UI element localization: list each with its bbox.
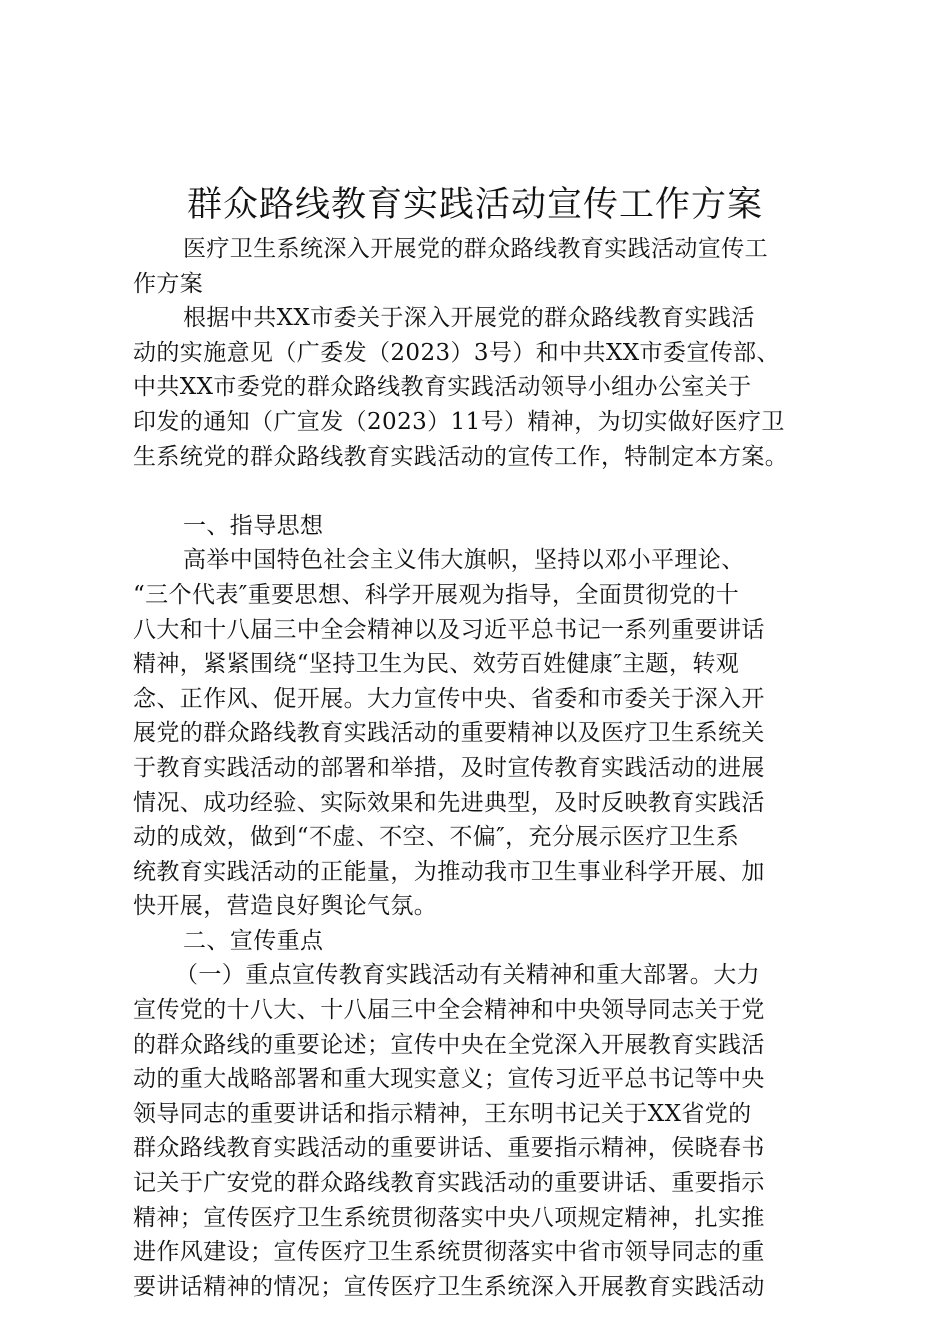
paragraph-line: 的群众路线的重要论述；宣传中央在全党深入开展教育实践活: [133, 1031, 765, 1058]
subtitle-line-2: 作方案: [133, 270, 204, 297]
paragraph-line: 快开展，营造良好舆论气氛。: [133, 893, 438, 920]
document-title: 群众路线教育实践活动宣传工作方案: [186, 185, 763, 225]
document-body: [133, 232, 823, 1304]
section-heading-publicity-focus: 二、宣传重点: [183, 927, 324, 954]
paragraph-line: 情况、成功经验、实际效果和先进典型，及时反映教育实践活: [133, 789, 765, 816]
paragraph-line: 高举中国特色社会主义伟大旗帜，坚持以邓小平理论、: [183, 547, 745, 574]
paragraph-line: 领导同志的重要讲话和指示精神，王东明书记关于XX省党的: [133, 1100, 752, 1127]
paragraph-line: 进作风建设；宣传医疗卫生系统贯彻落实中省市领导同志的重: [133, 1239, 765, 1266]
paragraph-line: 动的重大战略部署和重大现实意义；宣传习近平总书记等中央: [133, 1066, 765, 1093]
paragraph-line: 印发的通知（广宣发（2023）11号）精神，为切实做好医疗卫: [133, 408, 785, 435]
paragraph-line: 精神；宣传医疗卫生系统贯彻落实中央八项规定精神，扎实推: [133, 1204, 765, 1231]
blank-line: [133, 474, 823, 509]
paragraph-line: 记关于广安党的群众路线教育实践活动的重要讲话、重要指示: [133, 1170, 765, 1197]
paragraph-line: 动的成效，做到“不虚、不空、不偏″，充分展示医疗卫生系: [133, 824, 740, 851]
paragraph-line: 根据中共XX市委关于深入开展党的群众路线教育实践活: [183, 305, 755, 332]
paragraph-line: 展党的群众路线教育实践活动的重要精神以及医疗卫生系统关: [133, 720, 765, 747]
paragraph-line: 统教育实践活动的正能量，为推动我市卫生事业科学开展、加: [133, 858, 765, 885]
section-heading-guiding-ideology: 一、指导思想: [183, 512, 324, 539]
subtitle-line-1: 医疗卫生系统深入开展党的群众路线教育实践活动宣传工: [183, 236, 768, 262]
paragraph-line: 念、正作风、促开展。大力宣传中央、省委和市委关于深入开: [133, 685, 765, 712]
paragraph-line: 动的实施意见（广委发（2023）3号）和中共XX市委宣传部、: [133, 339, 780, 366]
paragraph-line: “三个代表″重要思想、科学开展观为指导，全面贯彻党的十: [133, 581, 740, 608]
paragraph-line: 生系统党的群众路线教育实践活动的宣传工作，特制定本方案。: [133, 443, 789, 470]
paragraph-line: 群众路线教育实践活动的重要讲话、重要指示精神，侯晓春书: [133, 1135, 765, 1162]
paragraph-line: 宣传党的十八大、十八届三中全会精神和中央领导同志关于党: [133, 997, 765, 1024]
paragraph-line: 中共XX市委党的群众路线教育实践活动领导小组办公室关于: [133, 374, 752, 401]
paragraph-line: 八大和十八届三中全会精神以及习近平总书记一系列重要讲话: [133, 616, 765, 643]
paragraph-line: 精神，紧紧围绕“坚持卫生为民、效劳百姓健康″主题，转观: [133, 651, 740, 678]
paragraph-line: 于教育实践活动的部署和举措，及时宣传教育实践活动的进展: [133, 754, 765, 781]
paragraph-line: （一）重点宣传教育实践活动有关精神和重大部署。大力: [175, 962, 760, 989]
paragraph-line: 要讲话精神的情况；宣传医疗卫生系统深入开展教育实践活动: [133, 1273, 765, 1300]
